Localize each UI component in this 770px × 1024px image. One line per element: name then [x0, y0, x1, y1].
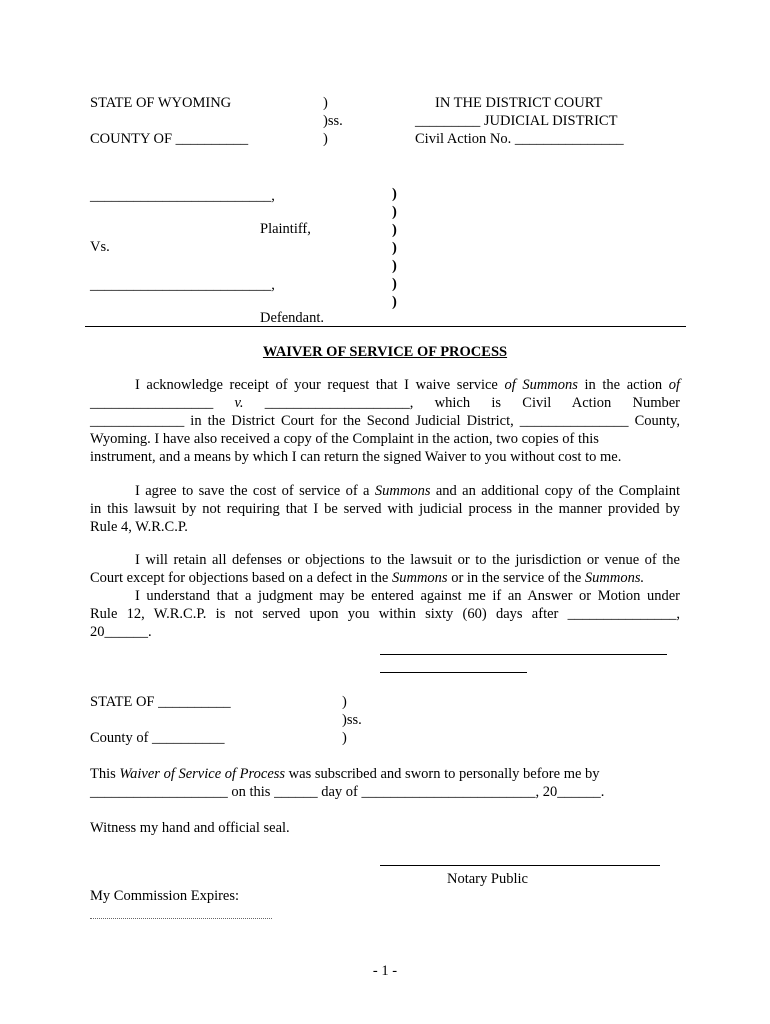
- party-paren: ): [392, 294, 397, 310]
- paragraph-line: _________________ v. ____________________, which is Civil Action Number: [90, 395, 681, 411]
- page-number: - 1 -: [372, 963, 398, 979]
- caption-divider: [85, 326, 686, 327]
- caption-ss: )ss.: [323, 113, 343, 129]
- commission-expires-line: [90, 918, 272, 919]
- paragraph-line: Rule 12, W.R.C.P. is not served upon you within sixty (60) days after _______________,: [90, 606, 680, 622]
- defendant-label: Defendant.: [260, 310, 325, 326]
- judicial-district: _________ JUDICIAL DISTRICT: [415, 113, 618, 129]
- paragraph-line: in this lawsuit by not requiring that I be served with judicial process in the manner provided by: [90, 501, 680, 517]
- paragraph-line: I will retain all defenses or objections to the lawsuit or to the jurisdiction or venue of the: [135, 552, 680, 568]
- paragraph-line: instrument, and a means by which I can return the signed Waiver to you without cost to me.: [90, 449, 622, 465]
- paragraph-line: _____________ in the District Court for the Second Judicial District, _______________ County,: [90, 413, 680, 429]
- defendant-blank: _________________________,: [90, 277, 275, 293]
- paragraph-line: Rule 4, W.R.C.P.: [90, 519, 188, 535]
- signature-line: [380, 654, 667, 655]
- commission-expires-label: My Commission Expires:: [90, 888, 240, 904]
- versus-label: Vs.: [90, 239, 110, 255]
- paragraph-agreement: [90, 482, 680, 536]
- caption-county: COUNTY OF __________: [90, 131, 249, 147]
- caption-state: STATE OF WYOMING: [90, 95, 232, 111]
- notary-public-label: Notary Public: [447, 871, 528, 887]
- caption-paren: ): [323, 131, 328, 147]
- sworn-statement-date: ___________________ on this ______ day of ________________________, 20______.: [90, 784, 605, 800]
- witness-statement: Witness my hand and official seal.: [90, 820, 290, 836]
- notary-signature-line: [380, 865, 660, 866]
- notary-paren: ): [342, 694, 347, 710]
- paragraph-acknowledgement: [90, 376, 680, 466]
- plaintiff-label: Plaintiff,: [260, 221, 311, 237]
- printed-name-line: [380, 672, 527, 673]
- document-title: WAIVER OF SERVICE OF PROCESS: [262, 344, 508, 360]
- party-paren: ): [392, 240, 397, 256]
- notary-state: STATE OF __________: [90, 694, 231, 710]
- court-name: IN THE DISTRICT COURT: [435, 95, 603, 111]
- paragraph-line: Court except for objections based on a defect in the Summons or in the service of the Summons.: [90, 570, 645, 586]
- party-paren: ): [392, 222, 397, 238]
- paragraph-line: I acknowledge receipt of your request that I waive service of Summons in the action of: [135, 377, 681, 393]
- party-paren: ): [392, 258, 397, 274]
- plaintiff-blank: _________________________,: [90, 188, 275, 204]
- notary-county: County of __________: [90, 730, 225, 746]
- paragraph-defenses: [90, 551, 680, 641]
- paragraph-line: I agree to save the cost of service of a Summons and an additional copy of the Complaint: [135, 483, 680, 499]
- sworn-statement: This Waiver of Service of Process was subscribed and sworn to personally before me by: [90, 766, 600, 782]
- paragraph-line: I understand that a judgment may be entered against me if an Answer or Motion under: [135, 588, 680, 604]
- notary-ss: )ss.: [342, 712, 362, 728]
- paragraph-line: 20______.: [90, 624, 152, 640]
- caption-paren: ): [323, 95, 328, 111]
- party-paren: ): [392, 186, 397, 202]
- civil-action-number: Civil Action No. _______________: [415, 131, 624, 147]
- party-paren: ): [392, 276, 397, 292]
- notary-paren: ): [342, 730, 347, 746]
- party-paren: ): [392, 204, 397, 220]
- paragraph-line: Wyoming. I have also received a copy of the Complaint in the action, two copies of this: [90, 431, 599, 447]
